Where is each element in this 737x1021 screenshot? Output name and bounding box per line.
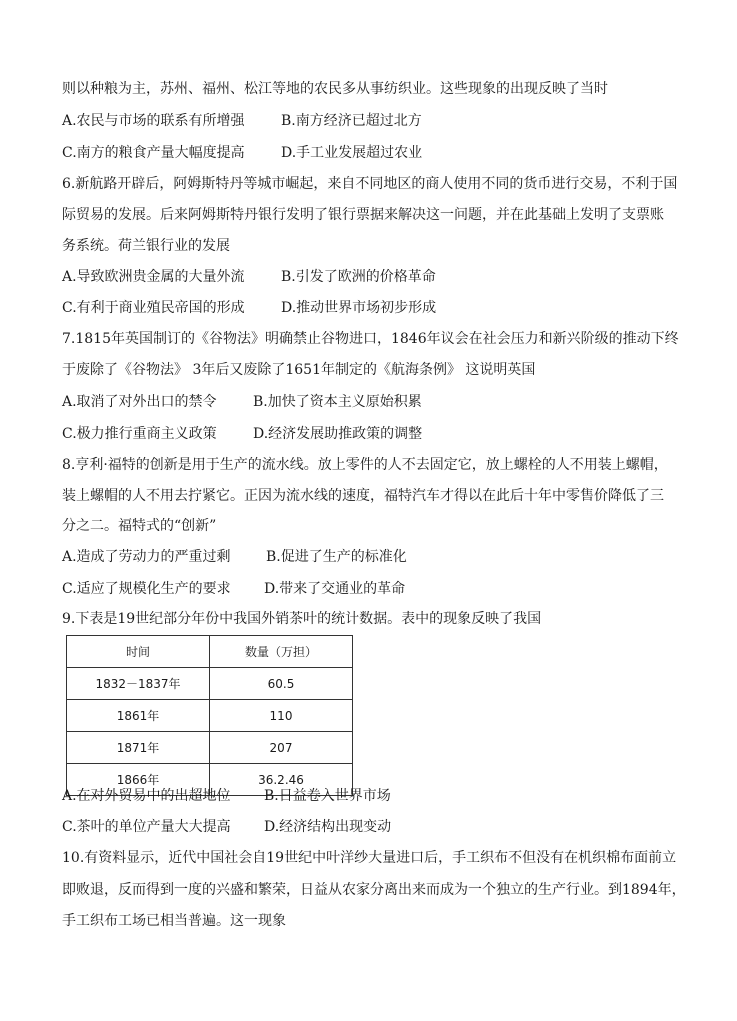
q5-option-a[interactable]: A.农民与市场的联系有所增强 xyxy=(62,113,245,129)
q7-option-c[interactable]: C.极力推行重商主义政策 xyxy=(62,426,217,442)
q8-option-a[interactable]: A.造成了劳动力的严重过剩 xyxy=(62,549,231,565)
q10-stem-line-2: 即败退，反而得到一度的兴盛和繁荣，日益从农家分离出来而成为一个独立的生产行业。到1894年， xyxy=(62,882,686,898)
q6-option-a[interactable]: A.导致欧洲贵金属的大量外流 xyxy=(62,269,245,285)
q7-option-b[interactable]: B.加快了资本主义原始积累 xyxy=(253,394,422,410)
q9-option-a[interactable]: A.在对外贸易中的出超地位 xyxy=(62,788,231,804)
table-row xyxy=(67,732,353,764)
q7-option-a[interactable]: A.取消了对外出口的禁令 xyxy=(62,394,217,410)
table-cell-quantity: 60.5 xyxy=(210,668,353,700)
table-header-time: 时间 xyxy=(67,636,210,668)
table-header-quantity: 数量（万担） xyxy=(210,636,353,668)
table-cell-quantity: 36.2.46 xyxy=(210,764,353,796)
q6-option-c[interactable]: C.有利于商业殖民帝国的形成 xyxy=(62,300,245,316)
q6-option-d[interactable]: D.推动世界市场初步形成 xyxy=(281,300,437,316)
q5-option-c[interactable]: C.南方的粮食产量大幅度提高 xyxy=(62,145,245,161)
q7-stem-line-1: 7.1815年英国制订的《谷物法》明确禁止谷物进口，1846年议会在社会压力和新兴阶级的推动下终 xyxy=(62,331,679,347)
q8-stem-line-2: 装上螺帽的人不用去拧紧它。正因为流水线的速度，福特汽车才得以在此后十年中零售价降低了三 xyxy=(62,488,664,504)
q5-option-d[interactable]: D.手工业发展超过农业 xyxy=(281,145,423,161)
q7-stem-line-2: 于废除了《谷物法》 3年后又废除了1651年制定的《航海条例》 这说明英国 xyxy=(62,362,536,378)
table-cell-quantity: 110 xyxy=(210,700,353,732)
q8-option-c[interactable]: C.适应了规模化生产的要求 xyxy=(62,581,231,597)
q10-stem-line-1: 10.有资料显示，近代中国社会自19世纪中叶洋纱大量进口后，手工织布不但没有在机织棉布面前立 xyxy=(62,850,677,866)
q8-stem-line-3: 分之二。福特式的“创新” xyxy=(62,518,217,534)
q6-stem-line-2: 际贸易的发展。后来阿姆斯特丹银行发明了银行票据来解决这一问题，并在此基础上发明了支票账 xyxy=(62,207,664,223)
q9-stem: 9.下表是19世纪部分年份中我国外销茶叶的统计数据。表中的现象反映了我国 xyxy=(62,611,542,627)
table-cell-time: 1866年 xyxy=(67,764,210,796)
q9-option-c[interactable]: C.茶叶的单位产量大大提高 xyxy=(62,819,231,835)
q9-option-d[interactable]: D.经济结构出现变动 xyxy=(264,819,392,835)
table-cell-time: 1832－1837年 xyxy=(67,668,210,700)
q6-stem-line-1: 6.新航路开辟后，阿姆斯特丹等城市崛起，来自不同地区的商人使用不同的货币进行交易，不利于国 xyxy=(62,176,678,192)
q5-stem-tail: 则以种粮为主，苏州、福州、松江等地的农民多从事纺织业。这些现象的出现反映了当时 xyxy=(62,81,608,97)
table-row xyxy=(67,668,353,700)
table-header-row xyxy=(67,636,353,668)
q8-stem-line-1: 8.亨利·福特的创新是用于生产的流水线。放上零件的人不去固定它，放上螺栓的人不用装上螺帽， xyxy=(62,457,668,473)
tea-export-table xyxy=(66,635,353,796)
table-row xyxy=(67,700,353,732)
q10-stem-line-3: 手工织布工场已相当普遍。这一现象 xyxy=(62,913,286,929)
table-cell-quantity: 207 xyxy=(210,732,353,764)
q9-option-b[interactable]: B.日益卷入世界市场 xyxy=(264,788,391,804)
q6-stem-line-3: 务系统。荷兰银行业的发展 xyxy=(62,238,230,254)
table-cell-time: 1861年 xyxy=(67,700,210,732)
q5-option-b[interactable]: B.南方经济已超过北方 xyxy=(281,113,422,129)
q6-option-b[interactable]: B.引发了欧洲的价格革命 xyxy=(281,269,436,285)
q8-option-d[interactable]: D.带来了交通业的革命 xyxy=(264,581,406,597)
q7-option-d[interactable]: D.经济发展助推政策的调整 xyxy=(253,426,423,442)
table-cell-time: 1871年 xyxy=(67,732,210,764)
q8-option-b[interactable]: B.促进了生产的标准化 xyxy=(266,549,407,565)
